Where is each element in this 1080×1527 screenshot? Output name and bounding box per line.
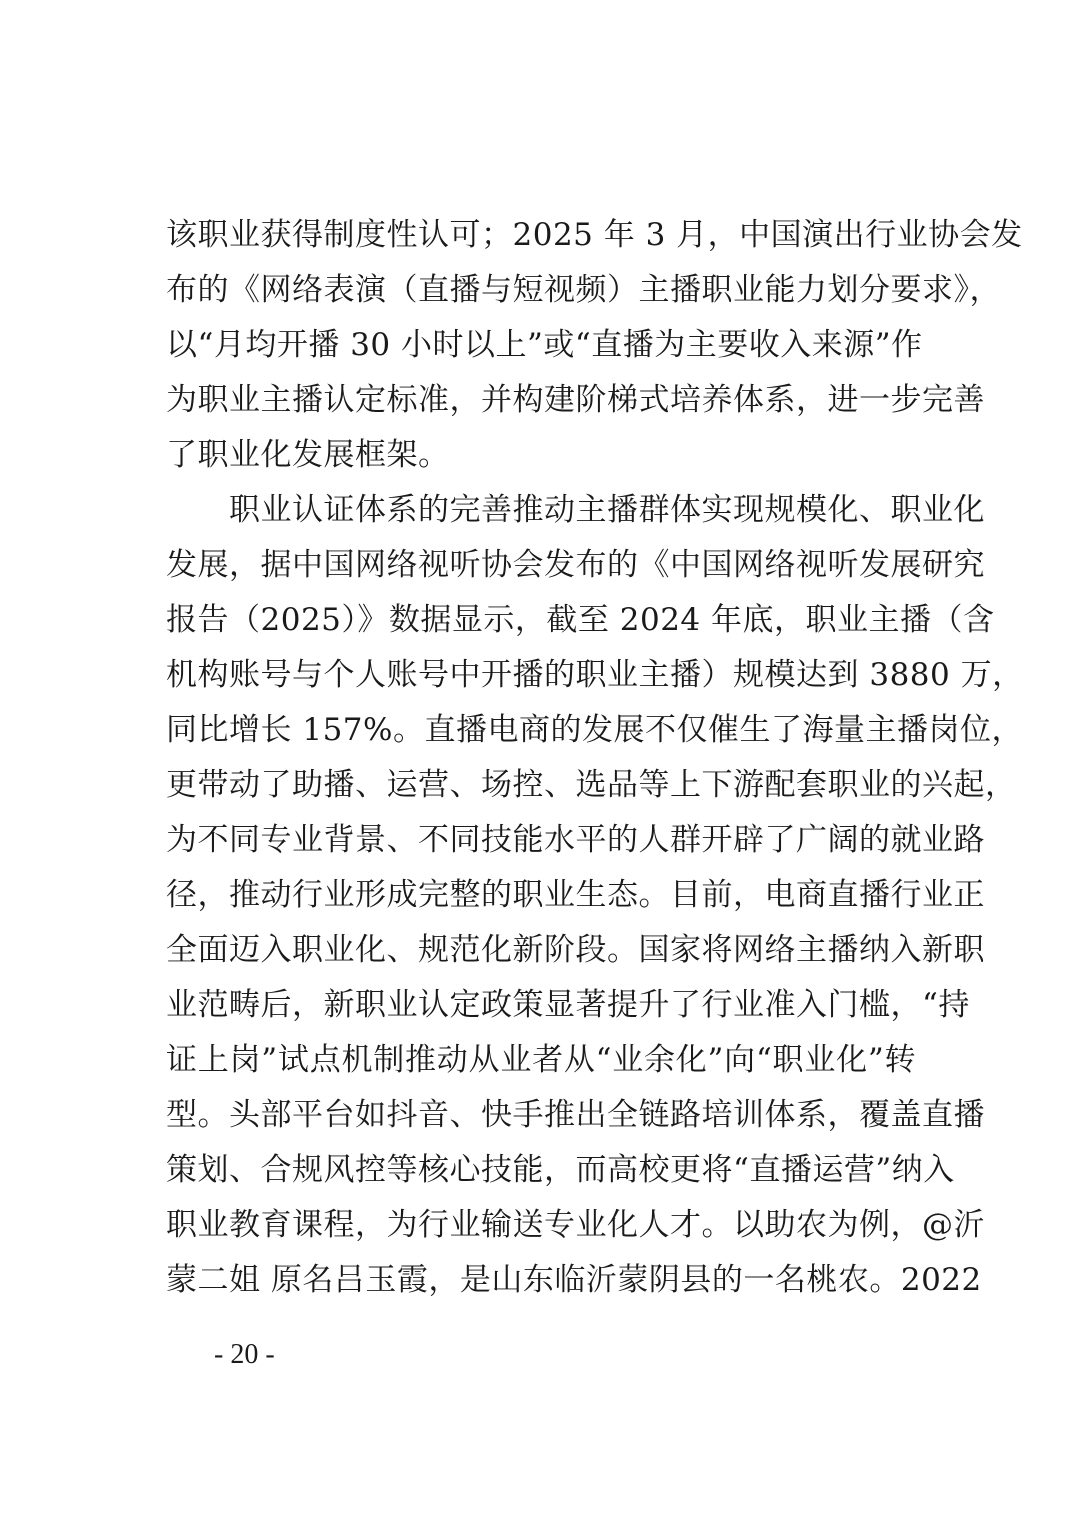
text-line: 证上岗”试点机制推动从业者从“业余化”向“职业化”转 bbox=[166, 1042, 916, 1078]
text-line: 职业认证体系的完善推动主播群体实现规模化、职业化 bbox=[166, 492, 985, 528]
text-line: 全面迈入职业化、规范化新阶段。国家将网络主播纳入新职 bbox=[166, 932, 985, 968]
text-line: 径，推动行业形成完整的职业生态。目前，电商直播行业正 bbox=[166, 877, 985, 913]
page-number: - 20 - bbox=[214, 1339, 275, 1370]
text-line: 报告（2025）》数据显示，截至 2024 年底，职业主播（含 bbox=[166, 602, 995, 638]
text-line: 职业教育课程，为行业输送专业化人才。以助农为例，@沂 bbox=[166, 1207, 985, 1243]
text-line: 同比增长 157%。直播电商的发展不仅催生了海量主播岗位， bbox=[166, 712, 1023, 748]
text-line: 了职业化发展框架。 bbox=[166, 437, 450, 473]
text-line: 为职业主播认定标准，并构建阶梯式培养体系，进一步完善 bbox=[166, 382, 985, 418]
text-line: 为不同专业背景、不同技能水平的人群开辟了广阔的就业路 bbox=[166, 822, 985, 858]
text-line: 业范畴后，新职业认定政策显著提升了行业准入门槛，“持 bbox=[166, 987, 970, 1023]
body-text bbox=[166, 208, 1024, 1308]
text-line: 该职业获得制度性认可；2025 年 3 月，中国演出行业协会发 bbox=[166, 217, 1023, 253]
text-line: 发展，据中国网络视听协会发布的《中国网络视听发展研究 bbox=[166, 547, 985, 583]
text-line: 蒙二姐 原名吕玉霞，是山东临沂蒙阴县的一名桃农。2022 bbox=[166, 1262, 982, 1298]
text-line: 型。头部平台如抖音、快手推出全链路培训体系，覆盖直播 bbox=[166, 1097, 985, 1133]
text-line: 布的《网络表演（直播与短视频）主播职业能力划分要求》， bbox=[166, 272, 1001, 308]
text-line: 机构账号与个人账号中开播的职业主播）规模达到 3880 万， bbox=[166, 657, 1024, 693]
text-line: 策划、合规风控等核心技能，而高校更将“直播运营”纳入 bbox=[166, 1152, 955, 1188]
text-line: 更带动了助播、运营、场控、选品等上下游配套职业的兴起， bbox=[166, 767, 1017, 803]
text-line: 以“月均开播 30 小时以上”或“直播为主要收入来源”作 bbox=[166, 327, 923, 363]
